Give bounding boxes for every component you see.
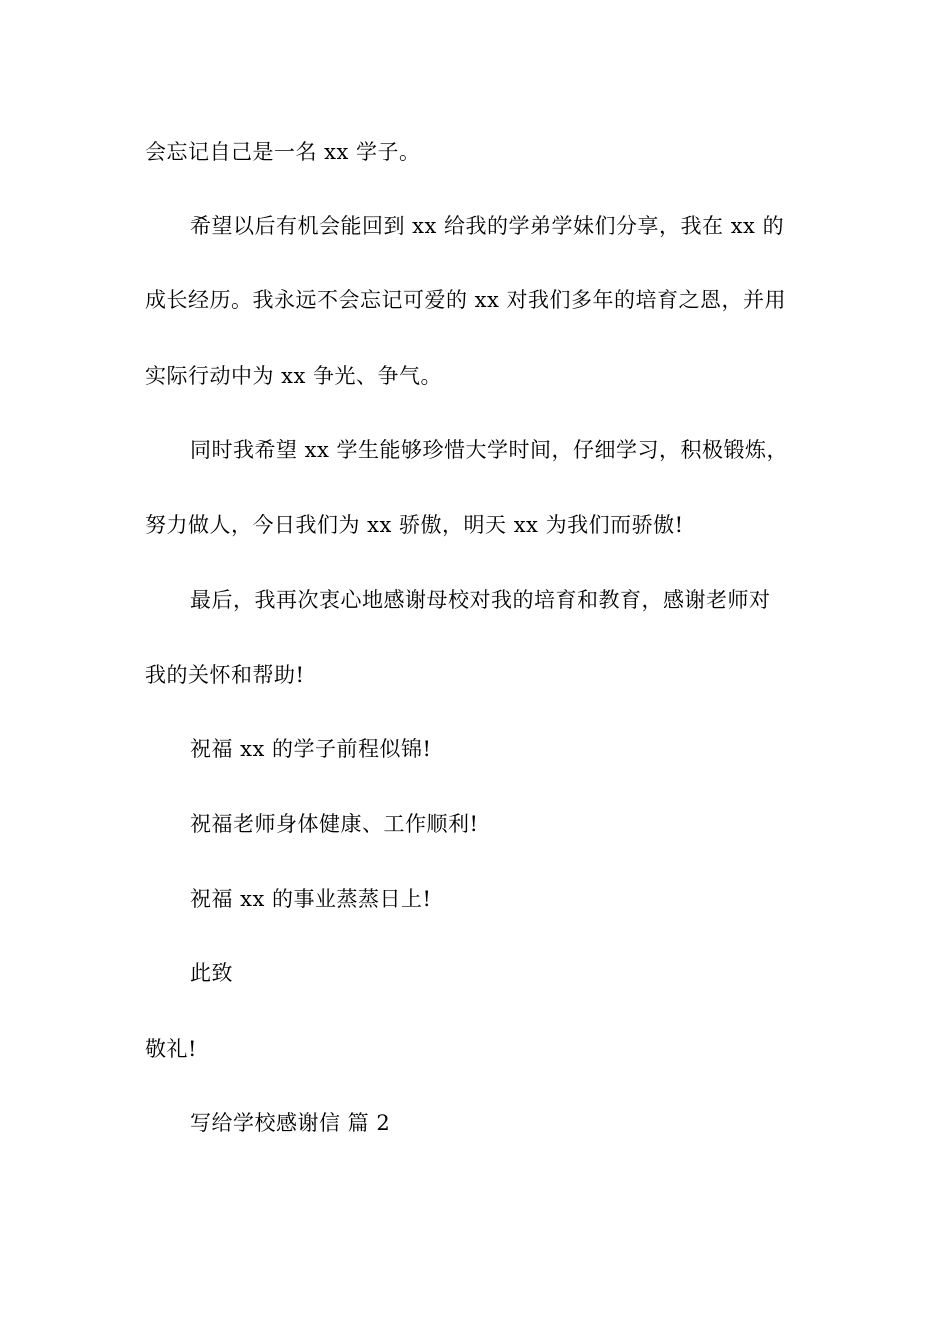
paragraph-line: 祝福 xx 的学子前程似锦! [190,737,432,761]
paragraph-line: 会忘记自己是一名 xx 学子。 [145,140,421,164]
closing-regards: 敬礼! [145,1037,197,1061]
paragraph-line: 最后，我再次衷心地感谢母校对我的培育和教育，感谢老师对 [190,588,771,612]
paragraph-line: 同时我希望 xx 学生能够珍惜大学时间，仔细学习，积极锻炼， [190,438,789,462]
section-heading: 写给学校感谢信 篇 2 [190,1111,391,1135]
closing-salutation: 此致 [190,961,233,985]
paragraph-line: 祝福 xx 的事业蒸蒸日上! [190,887,432,911]
paragraph-line: 实际行动中为 xx 争光、争气。 [145,364,443,388]
paragraph-line: 祝福老师身体健康、工作顺利! [190,812,479,836]
paragraph-line: 成长经历。我永远不会忘记可爱的 xx 对我们多年的培育之恩，并用 [145,288,787,312]
paragraph-line: 希望以后有机会能回到 xx 给我的学弟学妹们分享，我在 xx 的 [190,214,785,238]
paragraph-line: 我的关怀和帮助! [145,663,305,687]
paragraph-line: 努力做人，今日我们为 xx 骄傲，明天 xx 为我们而骄傲! [145,513,684,537]
